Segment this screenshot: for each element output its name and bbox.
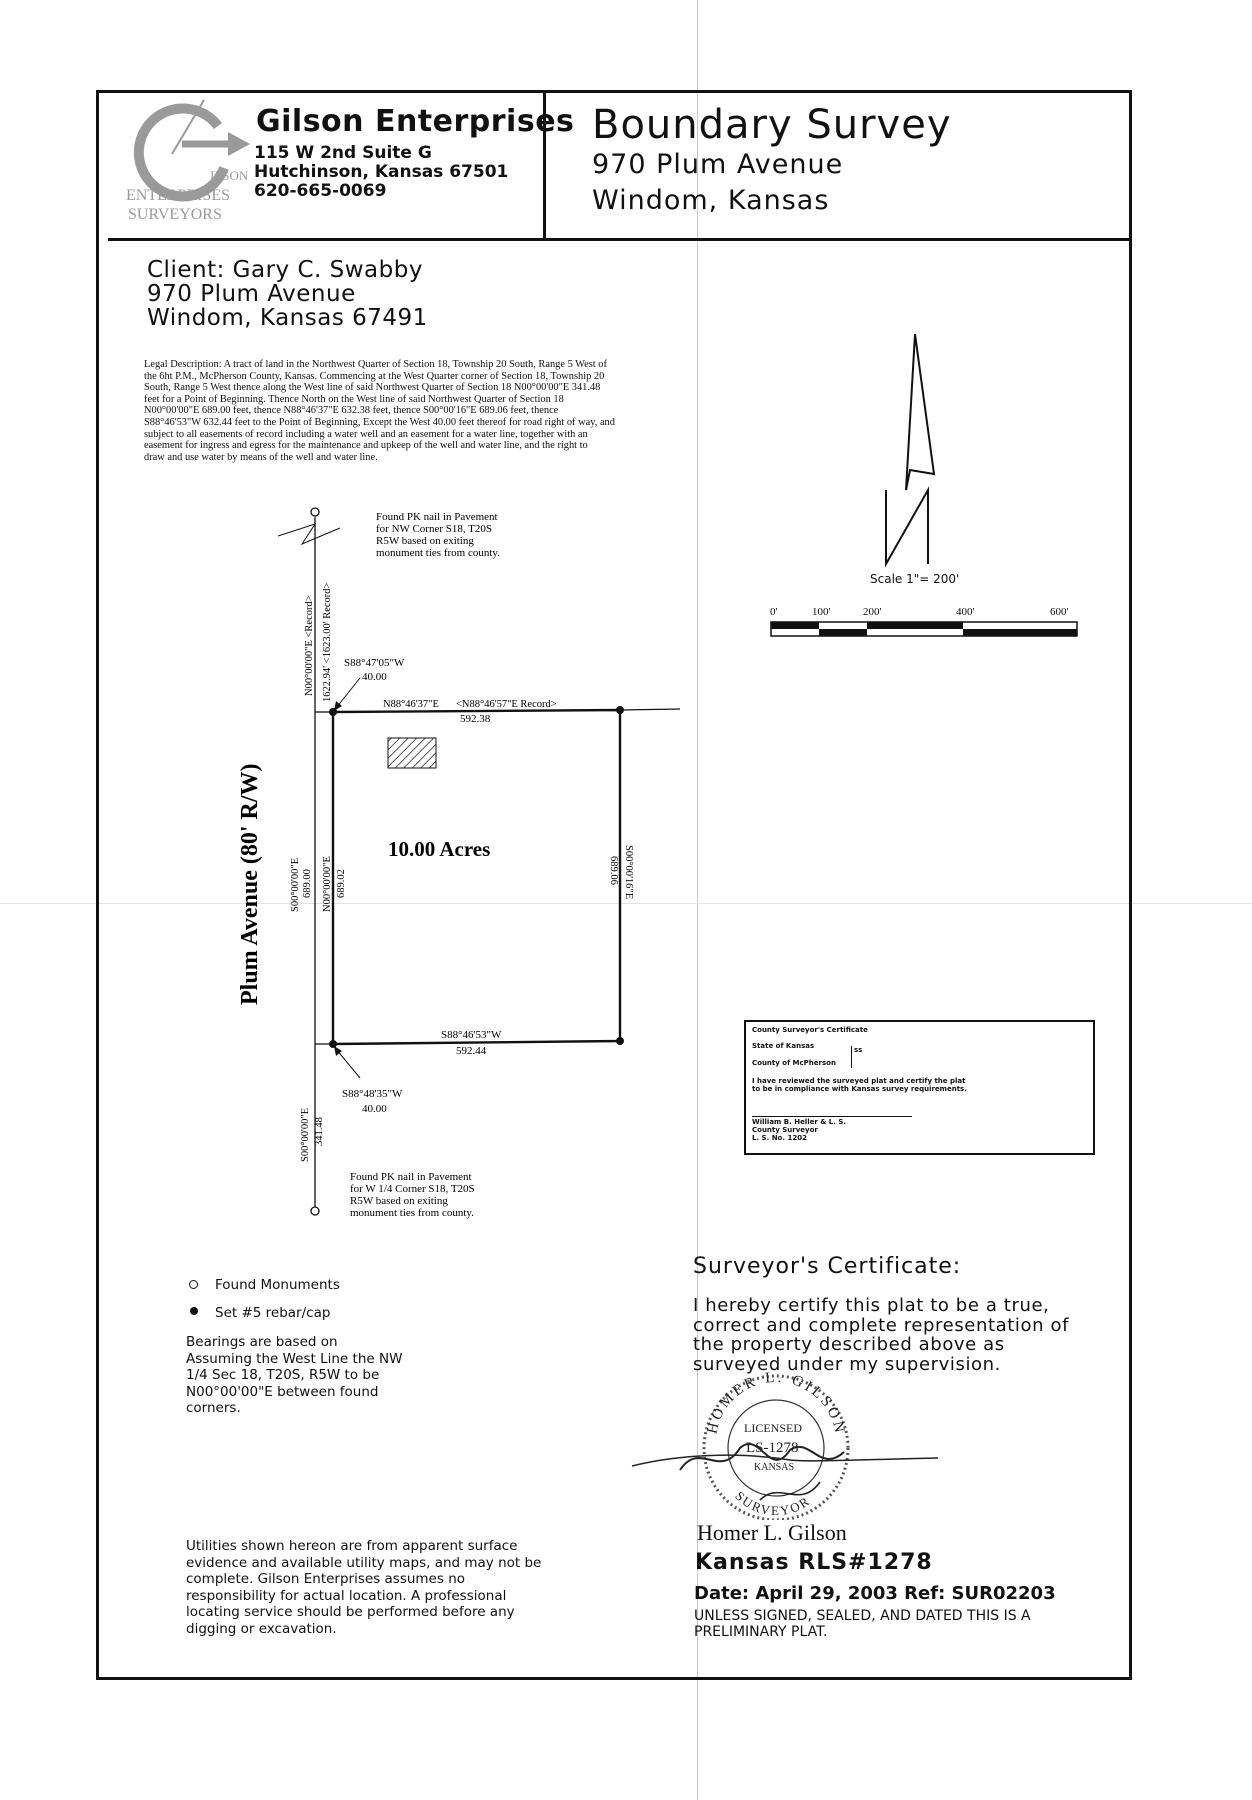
county-box-sig1: William B. Heller & L. S. bbox=[752, 1118, 847, 1126]
north-line-distance: 592.38 bbox=[460, 713, 491, 725]
plat-drawing bbox=[230, 500, 700, 1230]
found-w-line3: R5W based on exiting bbox=[350, 1195, 448, 1207]
preliminary-note bbox=[694, 1608, 1031, 1640]
logo-word-surveyors: SURVEYORS bbox=[128, 206, 222, 223]
found-w-line4: monument ties from county. bbox=[350, 1207, 474, 1219]
seal-number: LS-1278 bbox=[746, 1440, 799, 1456]
scale-tick-400: 400' bbox=[956, 606, 975, 618]
south-tie-bearing: S00°00'00"E bbox=[300, 1107, 311, 1162]
document-subtitle-2: Windom, Kansas bbox=[592, 185, 830, 216]
legend-set: Set #5 rebar/cap bbox=[215, 1305, 331, 1321]
utilities-line: Utilities shown hereon are from apparent surface bbox=[186, 1538, 518, 1554]
acres-label: 10.00 Acres bbox=[388, 837, 491, 861]
west-line-distance: 689.02 bbox=[336, 869, 347, 898]
signature-stroke bbox=[760, 1482, 820, 1500]
scale-tick-200: 200' bbox=[863, 606, 882, 618]
legal-line: easement for ingress and egress for the maintenance and upkeep of the well and water line, and the right to bbox=[144, 440, 588, 452]
found-w-line1: Found PK nail in Pavement bbox=[350, 1171, 472, 1183]
scale-tick-600: 600' bbox=[1050, 606, 1069, 618]
south-line-bearing: S88°46'53"W bbox=[441, 1029, 502, 1041]
surveyor-name: Homer L. Gilson bbox=[697, 1520, 847, 1545]
legal-line: the 6ht P.M., McPherson County, Kansas. Commencing at the West Quarter corner of Section 18, Township 20 bbox=[144, 370, 605, 382]
set-rebar-symbol-icon bbox=[190, 1307, 198, 1315]
certificate-line: correct and complete representation of bbox=[693, 1314, 1070, 1336]
legal-line: N00°00'00"E 689.00 feet, thence N88°46'37"E 632.38 feet, thence S00°00'16"E 689.06 feet, thence bbox=[144, 405, 559, 417]
bearings-line: 1/4 Sec 18, T20S, R5W to be bbox=[186, 1367, 380, 1383]
bearings-note bbox=[186, 1334, 402, 1417]
break-line bbox=[278, 524, 340, 544]
set-rebar-se bbox=[616, 1037, 624, 1045]
county-box-ss: ss bbox=[851, 1046, 862, 1068]
county-box-title: County Surveyor's Certificate bbox=[752, 1026, 868, 1034]
legal-line: S88°46'53"W 632.44 feet to the Point of Beginning, Except the West 40.00 feet thereof for road right of way, and bbox=[144, 416, 615, 428]
south-line-distance: 592.44 bbox=[456, 1045, 487, 1057]
scale-bar bbox=[770, 620, 1080, 640]
certificate-line: the property described above as bbox=[693, 1334, 1005, 1355]
county-box-signature-line bbox=[752, 1116, 912, 1117]
north-line-record: <N88°46'57"E Record> bbox=[456, 699, 557, 710]
certificate-line: surveyed under my supervision. bbox=[693, 1353, 1001, 1375]
county-box-sig3: L. S. No. 1202 bbox=[752, 1134, 807, 1142]
document-title: Boundary Survey bbox=[592, 102, 952, 148]
county-box-state: State of Kansas bbox=[752, 1042, 815, 1050]
certificate-line: I hereby certify this plat to be a true, bbox=[693, 1295, 1050, 1316]
date-reference: Date: April 29, 2003 Ref: SUR02203 bbox=[694, 1583, 1056, 1604]
county-box-county: County of McPherson bbox=[752, 1059, 836, 1067]
document-subtitle-1: 970 Plum Avenue bbox=[592, 149, 844, 180]
sw-offset-distance: 40.00 bbox=[362, 1103, 387, 1115]
legal-description bbox=[144, 359, 742, 463]
north-line-bearing: N88°46'37"E bbox=[383, 699, 439, 710]
west-road-distance: 689.00 bbox=[302, 869, 313, 898]
county-box-text2: to be in compliance with Kansas survey requirements. bbox=[752, 1085, 967, 1093]
county-surveyor-certificate bbox=[744, 1020, 1095, 1155]
company-address-2: Hutchinson, Kansas 67501 bbox=[254, 162, 509, 182]
legal-line: feet for a Point of Beginning. Thence North on the West line of said Northwest Quarter of Section 18 bbox=[144, 393, 564, 405]
west-road-bearing: S00°00'00"E bbox=[290, 857, 301, 912]
surveyor-certificate-title: Surveyor's Certificate: bbox=[693, 1254, 962, 1279]
road-label: Plum Avenue (80' R/W) bbox=[237, 763, 263, 1005]
surveyor-seal bbox=[620, 1370, 950, 1520]
building-hatch bbox=[388, 738, 436, 768]
south-tie-distance: 341.48 bbox=[314, 1117, 325, 1146]
north-record-label: N00°00'00"E <Record> bbox=[304, 595, 315, 696]
company-name: Gilson Enterprises bbox=[256, 104, 575, 139]
found-monument-symbol-icon bbox=[189, 1280, 198, 1289]
scale-label: Scale 1"= 200' bbox=[870, 572, 960, 586]
found-w-line2: for W 1/4 Corner S18, T20S bbox=[350, 1183, 475, 1195]
client-address-2: Windom, Kansas 67491 bbox=[147, 305, 428, 331]
sw-offset-bearing: S88°48'35"W bbox=[342, 1088, 403, 1100]
found-nw-line2: for NW Corner S18, T20S bbox=[376, 523, 493, 535]
found-monument-nw bbox=[311, 508, 319, 516]
seal-licensed: LICENSED bbox=[744, 1421, 802, 1435]
found-nw-line3: R5W based on exiting bbox=[376, 535, 474, 547]
preliminary-line: UNLESS SIGNED, SEALED, AND DATED THIS IS A bbox=[694, 1608, 1031, 1624]
legal-line: subject to all easements of record including a water well and an easement for a water line, together with an bbox=[144, 428, 588, 440]
set-rebar-ne bbox=[616, 706, 624, 714]
north-arrow-icon bbox=[870, 330, 950, 570]
set-rebar-sw bbox=[329, 1040, 337, 1048]
logo-word-ilson: ILSON bbox=[210, 168, 249, 183]
utilities-line: digging or excavation. bbox=[186, 1620, 337, 1637]
logo-word-enterprises: ENTERPRISES bbox=[126, 187, 231, 204]
company-address-1: 115 W 2nd Suite G bbox=[254, 143, 432, 163]
gilson-logo bbox=[120, 92, 260, 224]
scale-tick-0: 0' bbox=[770, 606, 778, 618]
surveyor-certificate-text bbox=[693, 1296, 1069, 1374]
county-box-sig2: County Surveyor bbox=[752, 1126, 818, 1134]
legal-line: Legal Description: A tract of land in the Northwest Quarter of Section 18, Township 20 South, Range 5 West of bbox=[144, 359, 607, 370]
scale-tick-100: 100' bbox=[812, 606, 831, 618]
west-line-bearing: N00°00'00"E bbox=[322, 856, 333, 912]
utilities-line: complete. Gilson Enterprises assumes no bbox=[186, 1571, 466, 1587]
surveyor-license: Kansas RLS#1278 bbox=[695, 1550, 933, 1575]
bearings-line: N00°00'00"E between found bbox=[186, 1383, 379, 1400]
east-line-distance: 689.06 bbox=[608, 856, 619, 885]
utilities-line: responsibility for actual location. A professional bbox=[186, 1587, 507, 1604]
legal-line: draw and use water by means of the well and water line. bbox=[144, 451, 378, 463]
nw-offset-distance: 40.00 bbox=[362, 671, 387, 683]
found-nw-line1: Found PK nail in Pavement bbox=[376, 511, 498, 523]
utilities-line: locating service should be performed before any bbox=[186, 1604, 515, 1620]
east-line-bearing: S00°00'16"E bbox=[623, 845, 634, 900]
client-address-1: 970 Plum Avenue bbox=[147, 281, 356, 307]
seal-bottom-text: SURVEYOR bbox=[732, 1488, 814, 1519]
found-nw-line4: monument ties from county. bbox=[376, 547, 500, 559]
preliminary-line: PRELIMINARY PLAT. bbox=[694, 1624, 828, 1640]
seal-kansas: KANSAS bbox=[754, 1462, 795, 1473]
bearings-line: Assuming the West Line the NW bbox=[186, 1350, 403, 1367]
north-distance-label: 1622.94' <1623.00' Record> bbox=[322, 582, 333, 702]
legend-found: Found Monuments bbox=[215, 1277, 340, 1293]
utilities-line: evidence and available utility maps, and may not be bbox=[186, 1554, 542, 1571]
header-divider bbox=[108, 238, 1132, 241]
legal-line: South, Range 5 West thence along the West line of said Northwest Quarter of Section 18 N00°00'00"E 341.48 bbox=[144, 382, 601, 394]
utilities-note bbox=[186, 1538, 541, 1637]
client-name: Client: Gary C. Swabby bbox=[147, 257, 423, 283]
tract-boundary bbox=[333, 710, 620, 1044]
seal-top-text: HOMER L. GILSON bbox=[704, 1370, 848, 1437]
nw-offset-bearing: S88°47'05"W bbox=[344, 657, 405, 669]
company-phone: 620-665-0069 bbox=[254, 181, 387, 201]
found-monument-w bbox=[311, 1207, 319, 1215]
bearings-line: Bearings are based on bbox=[186, 1334, 338, 1350]
county-box-text1: I have reviewed the surveyed plat and certify the plat bbox=[752, 1077, 966, 1085]
bearings-line: corners. bbox=[186, 1400, 241, 1416]
